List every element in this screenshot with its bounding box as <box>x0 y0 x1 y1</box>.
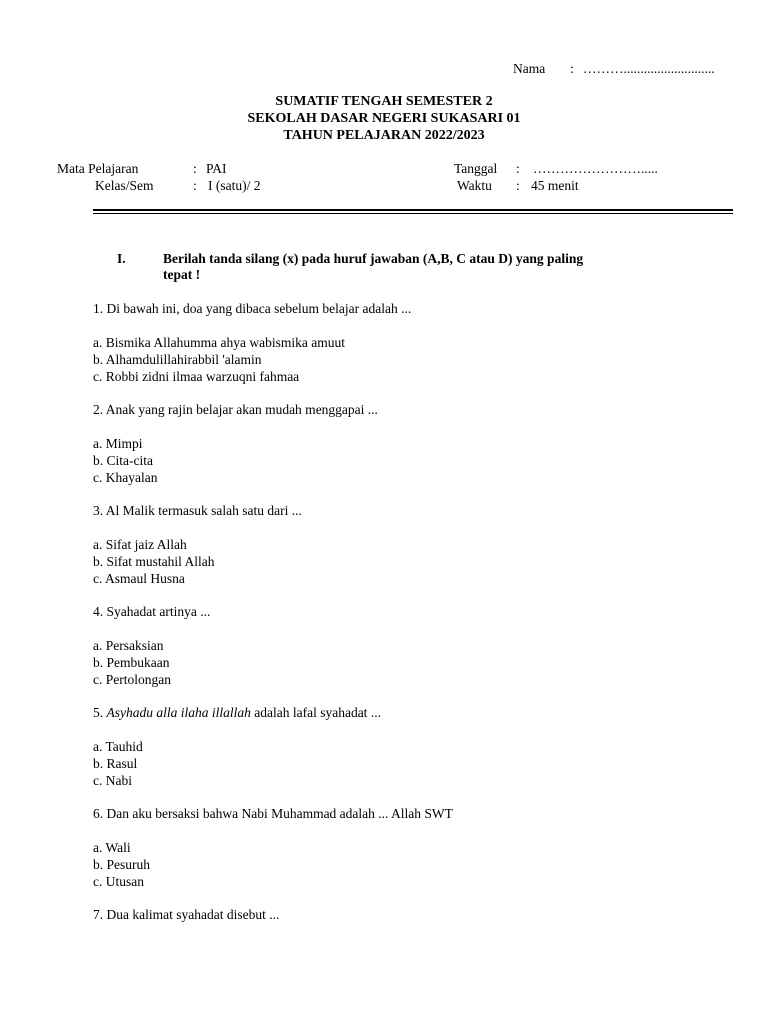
section-instruction-line2: tepat ! <box>163 267 201 282</box>
question-text: Al Malik termasuk salah satu dari ... <box>105 503 302 518</box>
option-6c: c. Utusan <box>93 874 144 889</box>
question-text: adalah lafal syahadat ... <box>250 705 381 720</box>
academic-year: TAHUN PELAJARAN 2022/2023 <box>283 128 485 143</box>
question-number: 1. <box>93 301 104 316</box>
section-number: I. <box>117 251 126 266</box>
question-3 <box>93 503 302 519</box>
option-3b: b. Sifat mustahil Allah <box>93 554 215 569</box>
option-5c: c. Nabi <box>93 773 132 788</box>
question-6 <box>93 806 453 822</box>
kelas-label: Kelas/Sem <box>95 178 154 193</box>
question-text: Syahadat artinya ... <box>106 604 211 619</box>
question-number: 4. <box>93 604 104 619</box>
option-3a: a. Sifat jaiz Allah <box>93 537 187 552</box>
option-2a: a. Mimpi <box>93 436 143 451</box>
option-2c: c. Khayalan <box>93 470 158 485</box>
waktu-label: Waktu <box>457 178 492 193</box>
option-1a: a. Bismika Allahumma ahya wabismika amuut <box>93 335 345 350</box>
option-5b: b. Rasul <box>93 756 138 771</box>
option-6b: b. Pesuruh <box>93 857 150 872</box>
header-divider-thick <box>93 209 733 211</box>
mapel-label: Mata Pelajaran <box>57 161 139 176</box>
option-5a: a. Tauhid <box>93 739 143 754</box>
option-4b: b. Pembukaan <box>93 655 170 670</box>
nama-field: ………........................... <box>583 61 715 76</box>
kelas-colon: : <box>193 178 197 193</box>
school-name: SEKOLAH DASAR NEGERI SUKASARI 01 <box>247 111 521 126</box>
question-text-italic: Asyhadu alla ilaha illallah <box>106 705 251 720</box>
waktu-value: 45 menit <box>531 178 579 193</box>
section-instruction-line1: Berilah tanda silang (x) pada huruf jawaban (A,B, C atau D) yang paling <box>163 251 584 266</box>
question-number: 2. <box>93 402 104 417</box>
question-text: Dua kalimat syahadat disebut ... <box>106 907 280 922</box>
exam-title: SUMATIF TENGAH SEMESTER 2 <box>275 94 493 109</box>
option-4c: c. Pertolongan <box>93 672 171 687</box>
kelas-value: I (satu)/ 2 <box>208 178 261 193</box>
nama-label: Nama <box>513 61 546 76</box>
mapel-value: PAI <box>206 161 227 176</box>
question-7 <box>93 907 279 923</box>
nama-colon: : <box>570 61 574 76</box>
question-5 <box>93 705 381 721</box>
question-text: Di bawah ini, doa yang dibaca sebelum belajar adalah ... <box>106 301 412 316</box>
option-1c: c. Robbi zidni ilmaa warzuqni fahmaa <box>93 369 300 384</box>
option-2b: b. Cita-cita <box>93 453 153 468</box>
question-1 <box>93 301 411 317</box>
question-text: Anak yang rajin belajar akan mudah menggapai ... <box>105 402 378 417</box>
tanggal-colon: : <box>516 161 520 176</box>
header-divider-thin <box>93 213 733 214</box>
mapel-colon: : <box>193 161 197 176</box>
option-1b: b. Alhamdulillahirabbil 'alamin <box>93 352 262 367</box>
question-2 <box>93 402 378 418</box>
question-number: 5. <box>93 705 104 720</box>
option-3c: c. Asmaul Husna <box>93 571 185 586</box>
question-number: 6. <box>93 806 104 821</box>
waktu-colon: : <box>516 178 520 193</box>
question-4 <box>93 604 210 620</box>
question-text: Dan aku bersaksi bahwa Nabi Muhammad adalah ... Allah SWT <box>106 806 453 821</box>
option-4a: a. Persaksian <box>93 638 164 653</box>
tanggal-value: ……………………..... <box>533 161 658 176</box>
option-6a: a. Wali <box>93 840 131 855</box>
question-number: 3. <box>93 503 104 518</box>
question-number: 7. <box>93 907 104 922</box>
tanggal-label: Tanggal <box>454 161 498 176</box>
